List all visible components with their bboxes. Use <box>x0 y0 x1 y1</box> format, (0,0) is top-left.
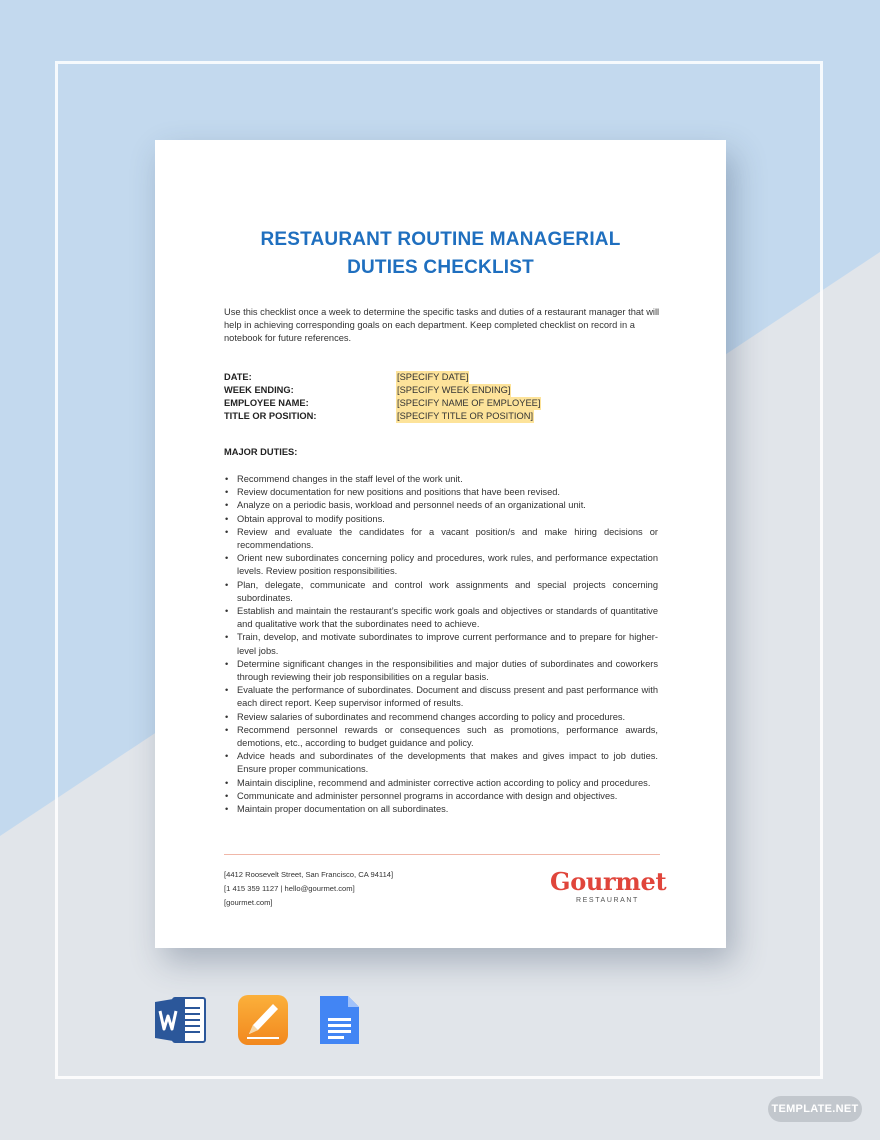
field-label: WEEK ENDING: <box>224 385 294 395</box>
duty-item: • Determine significant changes in the responsibilities and major duties of subordinates and coworkers through reviewing their job responsibilities on a regular basis. <box>224 658 658 684</box>
major-duties-heading: MAJOR DUTIES: <box>224 447 298 457</box>
duty-item: • Advice heads and subordinates of the developments that makes and gives impact to job duties. Ensure proper communications. <box>224 750 658 776</box>
duty-item: • Maintain proper documentation on all subordinates. <box>224 803 658 816</box>
field-title-position <box>224 410 664 423</box>
duty-item: • Review documentation for new positions and positions that have been revised. <box>224 486 658 499</box>
logo-wordmark: Gourmet <box>550 867 667 896</box>
field-label: DATE: <box>224 372 252 382</box>
duties-list <box>224 473 658 816</box>
field-value: [SPECIFY TITLE OR POSITION] <box>397 411 534 421</box>
duty-item: • Communicate and administer personnel programs in accordance with design and objectives. <box>224 790 658 803</box>
duty-item: • Train, develop, and motivate subordinates to improve current performance and to prepare for higher-level jobs. <box>224 631 658 657</box>
intro-paragraph: Use this checklist once a week to determine the specific tasks and duties of a restaurant manager that will help in achieving corresponding goals on each department. Keep completed checklist on record in a notebook for future references. <box>224 307 660 343</box>
title-line-1: RESTAURANT ROUTINE MANAGERIAL <box>260 229 621 250</box>
gourmet-logo <box>550 867 667 906</box>
duty-item: • Plan, delegate, communicate and control work assignments and special projects concerning subordinates. <box>224 579 658 605</box>
field-value: [SPECIFY NAME OF EMPLOYEE] <box>397 398 541 408</box>
document-page <box>155 140 726 948</box>
duty-item: • Recommend personnel rewards or consequences such as promotions, performance awards, demotions, etc., according to budget guidance and policy. <box>224 724 658 750</box>
footer-website: [gourmet.com] <box>224 898 273 907</box>
pages-icon[interactable] <box>237 994 289 1046</box>
duty-item: • Evaluate the performance of subordinates. Document and discuss present and past performance with each direct report. Keep supervisor informed of results. <box>224 684 658 710</box>
field-value: [SPECIFY DATE] <box>397 372 469 382</box>
duty-item: • Recommend changes in the staff level of the work unit. <box>224 473 658 486</box>
duty-item: • Review and evaluate the candidates for a vacant position/s and make hiring decisions or recommendations. <box>224 526 658 552</box>
footer-address: [4412 Roosevelt Street, San Francisco, CA 94114] <box>224 870 394 879</box>
field-employee-name <box>224 397 664 410</box>
google-docs-icon[interactable] <box>317 994 369 1046</box>
field-week-ending <box>224 384 664 397</box>
duty-item: • Review salaries of subordinates and recommend changes according to policy and procedures. <box>224 711 658 724</box>
title-line-2: DUTIES CHECKLIST <box>347 257 534 278</box>
duty-item: • Obtain approval to modify positions. <box>224 513 658 526</box>
template-net-badge[interactable]: TEMPLATE.NET <box>768 1096 862 1122</box>
field-label: TITLE OR POSITION: <box>224 411 317 421</box>
duty-item: • Maintain discipline, recommend and administer corrective action according to policy and procedures. <box>224 777 658 790</box>
word-icon[interactable] <box>155 994 207 1046</box>
logo-subtitle: RESTAURANT <box>576 897 639 904</box>
field-date <box>224 371 664 384</box>
header-fields <box>224 371 664 423</box>
duty-item: • Orient new subordinates concerning policy and procedures, work rules, and performance expectation levels. Review position responsibilities. <box>224 552 658 578</box>
field-label: EMPLOYEE NAME: <box>224 398 309 408</box>
duty-item: • Analyze on a periodic basis, workload and personnel needs of an organizational unit. <box>224 499 658 512</box>
footer-divider <box>224 854 660 855</box>
field-value: [SPECIFY WEEK ENDING] <box>397 385 511 395</box>
footer-phone-email: [1 415 359 1127 | hello@gourmet.com] <box>224 884 355 893</box>
duty-item: • Establish and maintain the restaurant’s specific work goals and objectives or standards of quantitative and qualitative work that the subordinates need to achieve. <box>224 605 658 631</box>
document-title <box>155 226 726 282</box>
footer-contact <box>224 868 393 910</box>
